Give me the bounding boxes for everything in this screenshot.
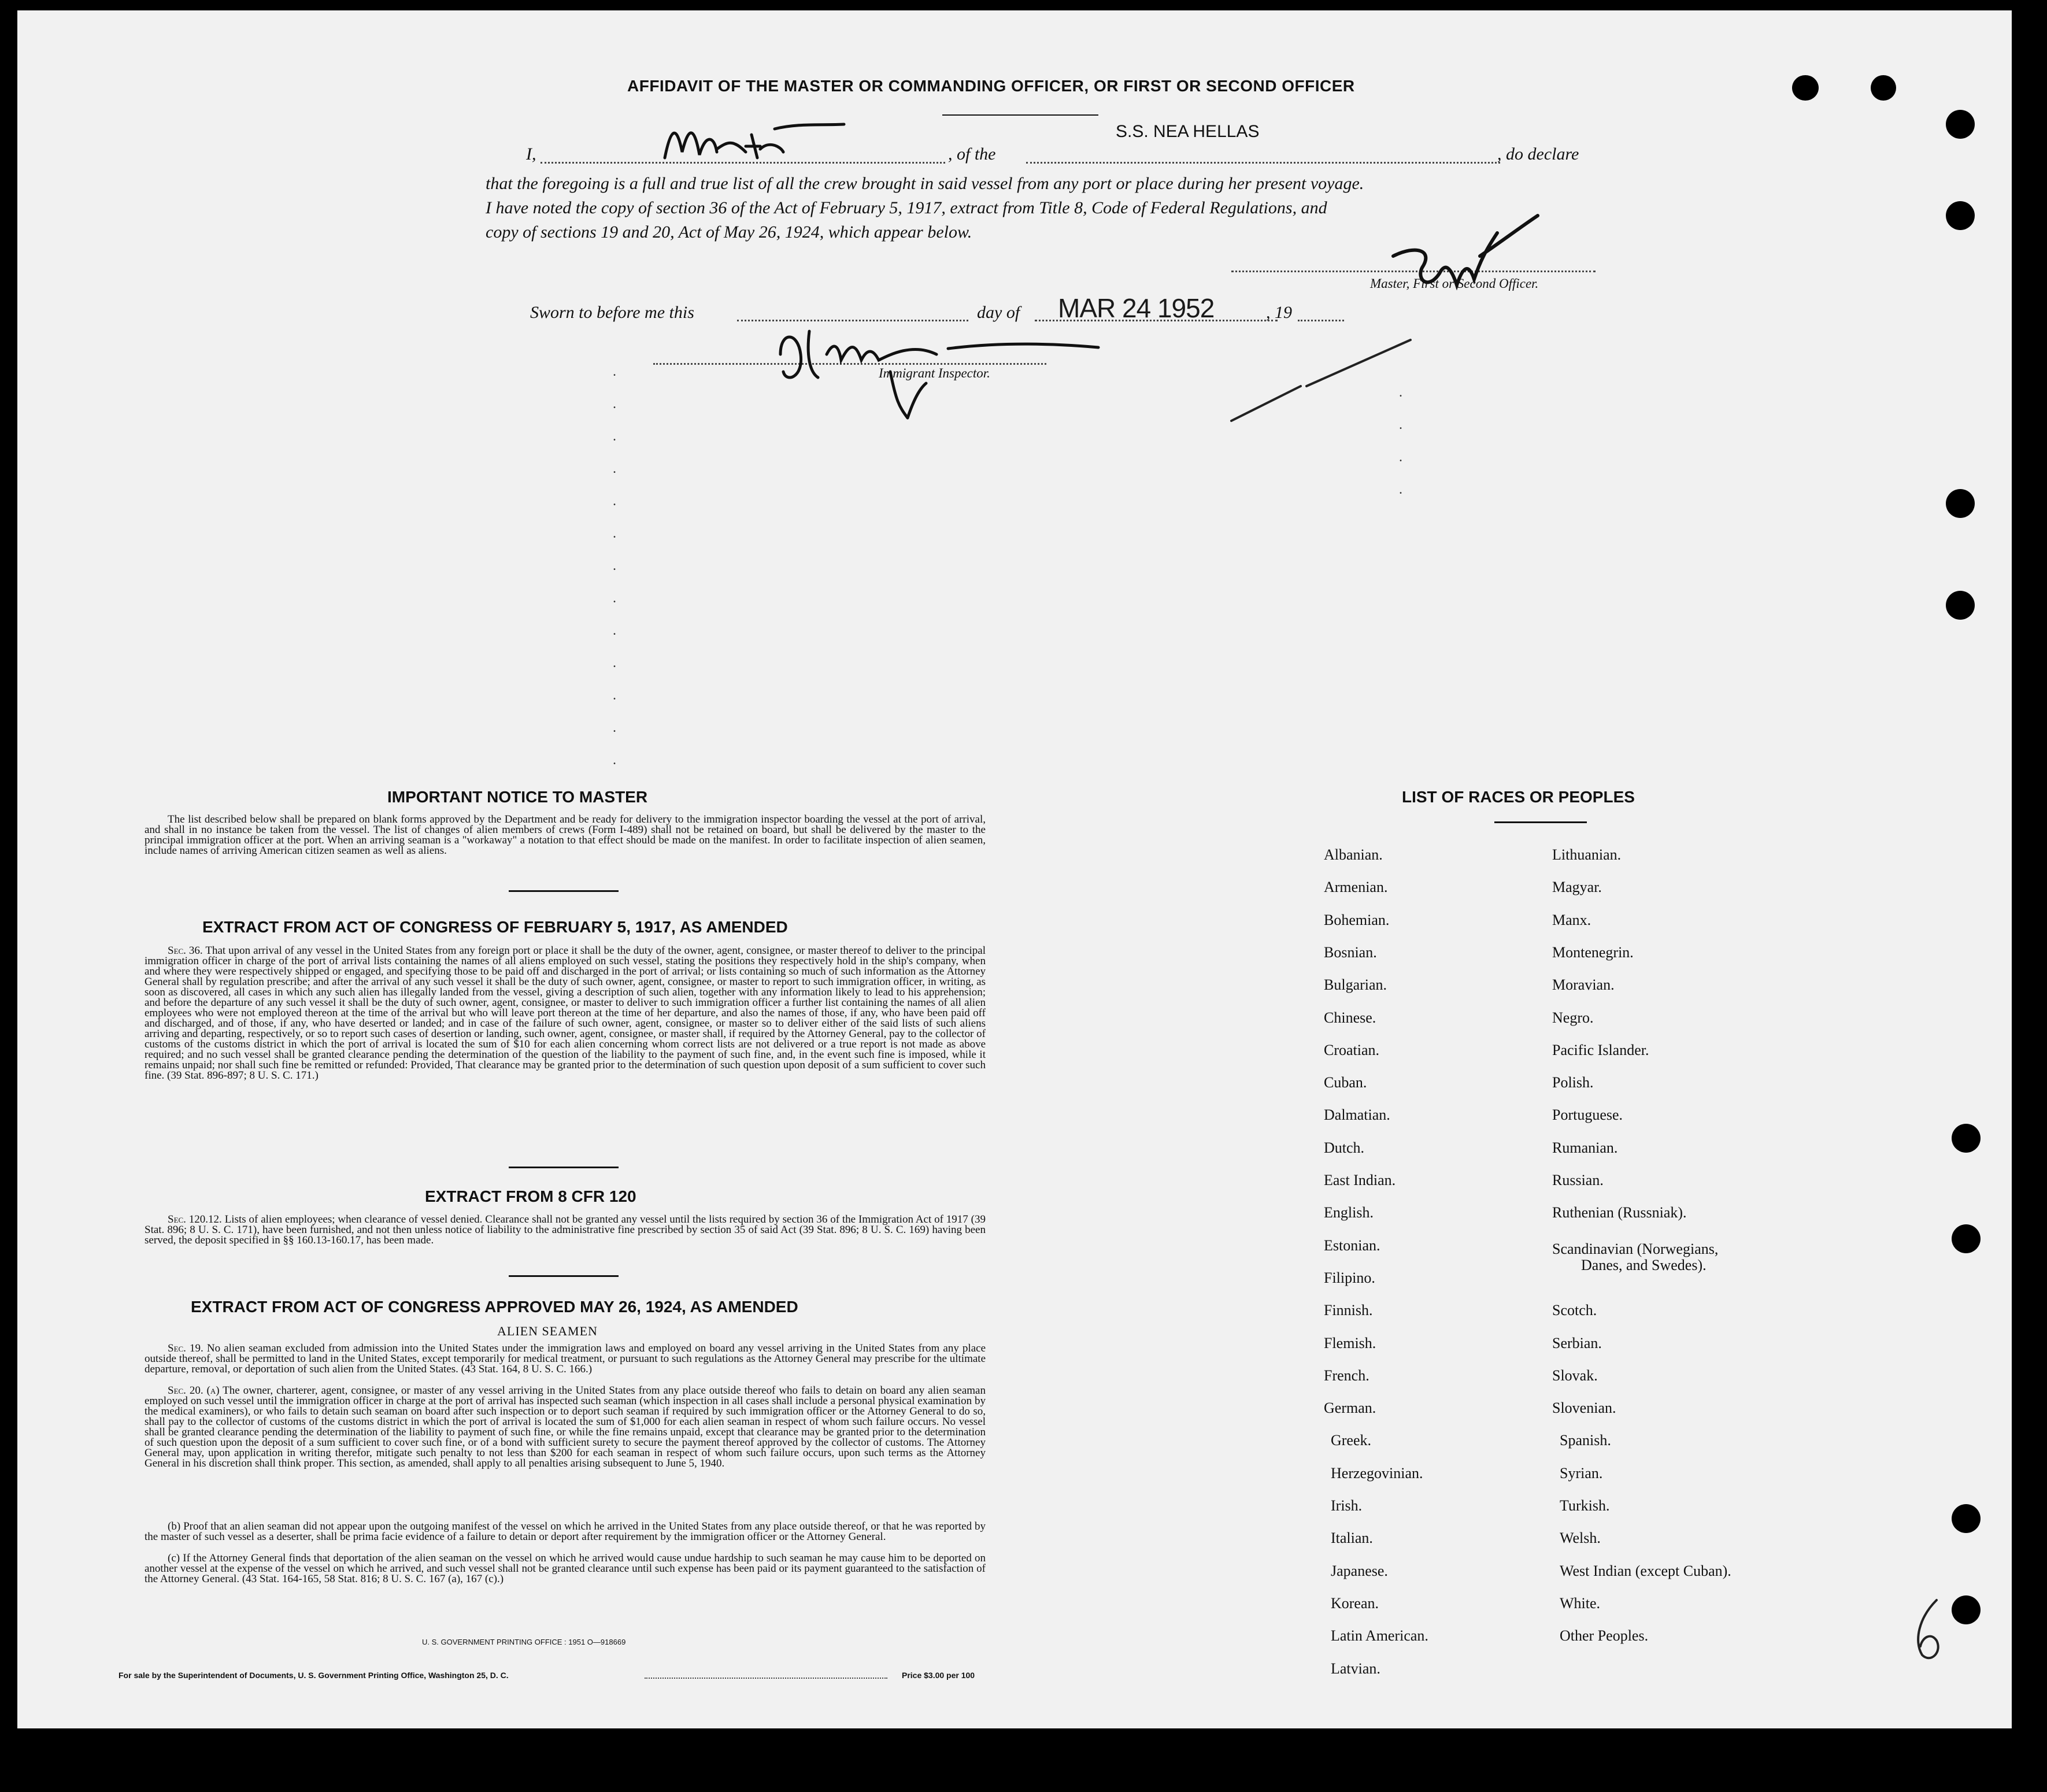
notice-body: The list described below shall be prepared on blank forms approved by the Department and be ready for delivery to the immigration inspector boarding the vessel at the port of arrival, and shall in no instance be taken from the vessel. The list of changes of alien members of crews (Form I-489) shall not be retained on board, but shall be delivered by the master to the principal immigration officer at the port. When an arriving seaman is a "workaway" a notation to that effect should be made on the manifest. In order to facilitate inspection of alien seamen, include names of arriving American citizen seamen as well as aliens. [145, 813, 986, 857]
faint-mark: . [613, 429, 616, 444]
race-item: Bulgarian. [1324, 976, 1387, 993]
faint-mark: . [1399, 417, 1402, 432]
alien-seamen-subtitle: ALIEN SEAMEN [497, 1324, 598, 1338]
race-item: Danes, and Swedes). [1581, 1257, 1707, 1273]
race-item: Scotch. [1552, 1302, 1597, 1319]
race-item: Serbian. [1552, 1335, 1602, 1352]
punch-hole [1792, 75, 1819, 101]
race-item: Cuban. [1324, 1074, 1367, 1091]
race-item: Finnish. [1324, 1302, 1373, 1319]
sec-36-label: Sec. 36. [168, 945, 203, 957]
sec-20b-body [145, 1521, 986, 1542]
vessel-line [1026, 162, 1500, 164]
inspector-handwriting [775, 320, 1133, 427]
race-item: Chinese. [1324, 1009, 1376, 1026]
year-prefix: , 19 [1266, 303, 1292, 322]
race-item: Ruthenian (Russniak). [1552, 1204, 1687, 1221]
race-item: Montenegrin. [1552, 944, 1634, 961]
faint-mark: . [613, 461, 616, 476]
race-item: Croatian. [1324, 1042, 1380, 1058]
race-item: Polish. [1552, 1074, 1594, 1091]
sec-20c-label: (c) [168, 1552, 180, 1564]
race-item: Albanian. [1324, 846, 1383, 863]
race-item: Slovenian. [1552, 1399, 1616, 1416]
faint-mark: . [613, 494, 616, 509]
date-stamp: MAR 24 1952 [1058, 293, 1215, 323]
gpo-imprint: U. S. GOVERNMENT PRINTING OFFICE : 1951 O—918669 [422, 1638, 626, 1646]
affidavit-declare: , do declare [1497, 145, 1579, 164]
race-item: Latin American. [1331, 1627, 1428, 1644]
punch-hole [1946, 591, 1975, 620]
race-item: Negro. [1552, 1009, 1594, 1026]
sec-36-text: That upon arrival of any vessel in the United States from any foreign port or place it shall be the duty of the owner, agent, consignee, or master thereof to deliver to the principal immigration officer in charge of the port of arrival lists containing the names of all aliens employed on such vessel, stating the positions they respectively hold in the ship's company, when and where they were respectively shipped or engaged, and specifying those to be paid off and discharged in the port of arrival; or lists containing so much of such information as the Attorney General shall by regulation prescribe; and after the arrival of any such vessel it shall be the duty of such owner, agent, consignee, or master to report to such immigration officer, in writing, as soon as discovered, all cases in which any such alien has illegally landed from the vessel, giving a description of such alien, together with any information likely to lead to his apprehension; and before the departure of any such vessel it shall be the duty of such owner, agent, consignee, or master to deliver to such immigration officer a further list containing the names of all alien employees who were not employed thereon at the time of the arrival but who will leave port thereon at the time of her departure, and also the names of those, if any, who have been paid off and discharged, and of those, if any, who have deserted or landed; and in case of the failure of such owner, agent, consignee, or master so to deliver either of the said lists of such aliens arriving and departing, respectively, or so to report such cases of desertion or landing, such owner, agent, consignee, or master shall, if required by the Attorney General, pay to the collector of customs of the customs district in which the port of arrival is located the sum of $10 for each alien concerning whom correct lists are not delivered or a true report is not made as above required; and no such vessel shall be granted clearance pending the determination of the question of the liability to the payment of such fine, and, in the event such fine is imposed, while it remains unpaid; nor shall such fine be remitted or refunded: Provided, That clearance may be granted prior to the determination of such question upon deposit of a sum sufficient to cover such fine. (39 Stat. 896-897; 8 U. S. C. 171.) [145, 945, 986, 1082]
race-item: Dutch. [1324, 1139, 1365, 1156]
margin-note-6 [1908, 1594, 1954, 1667]
day-of: day of [977, 303, 1020, 322]
race-item: Bohemian. [1324, 912, 1390, 928]
race-item: Lithuanian. [1552, 846, 1622, 863]
faint-mark: . [613, 688, 616, 703]
race-item: Armenian. [1324, 879, 1388, 895]
footer-sale: For sale by the Superintendent of Documents, U. S. Government Printing Office, Washington 25, D. C. [119, 1671, 509, 1680]
race-item: Herzegovinian. [1331, 1465, 1423, 1482]
notice-title: IMPORTANT NOTICE TO MASTER [387, 788, 648, 806]
sec-20a-body [145, 1386, 986, 1469]
officer-caption: Master, First or Second Officer. [1370, 276, 1539, 291]
punch-hole [1952, 1124, 1981, 1153]
punch-hole [1946, 201, 1975, 230]
master-handwriting [659, 117, 844, 172]
sec-19-label: Sec. 19. [168, 1342, 203, 1354]
sec-20c-body [145, 1553, 986, 1584]
races-title: LIST OF RACES OR PEOPLES [1402, 788, 1635, 806]
affidavit-of-the: , of the [948, 145, 996, 164]
race-item: Italian. [1331, 1530, 1373, 1546]
affidavit-line1-start: I, [526, 145, 536, 164]
punch-hole [1946, 110, 1975, 139]
faint-mark: . [1399, 482, 1402, 497]
race-item: East Indian. [1324, 1172, 1396, 1189]
race-item: Dalmatian. [1324, 1106, 1390, 1123]
pencil-strokes [1226, 334, 1422, 435]
race-item: Syrian. [1560, 1465, 1603, 1482]
race-item: West Indian (except Cuban). [1560, 1563, 1731, 1579]
race-item: Portuguese. [1552, 1106, 1623, 1123]
race-item: French. [1324, 1367, 1369, 1384]
race-item: Flemish. [1324, 1335, 1376, 1352]
punch-hole [1952, 1224, 1981, 1253]
divider [509, 1167, 619, 1168]
faint-mark: . [613, 720, 616, 735]
sec-20c-text: If the Attorney General finds that deportation of the alien seaman on the vessel on which he arrived would cause undue hardship to such seaman he may cause him to be deported on another vessel at the expense of the vessel on which he arrived, and such vessel shall not be granted clearance until such expense has been paid or its payment guaranteed to the satisfaction of the Attorney General. (43 Stat. 164-165, 58 Stat. 816; 8 U. S. C. 167 (a), 167 (c).) [145, 1552, 986, 1585]
title-rule [942, 114, 1098, 116]
faint-mark: . [613, 753, 616, 768]
faint-mark: . [613, 656, 616, 671]
sec-20a-text: The owner, charterer, agent, consignee, or master of any vessel arriving in the United States from any place outside thereof who fails to detain on board any alien seaman employed on such vessel until the immigration officer in charge at the port of arrival has inspected such seaman (which inspection in all cases shall include a personal physical examination by the medical examiners), or who fails to detain such seaman on board after such inspection or to deport such seaman if required by such immigration officer or the Attorney General to do so, shall pay to the collector of customs of the customs district in which the port of arrival is located the sum of $1,000 for each alien seaman in respect of whom such failure occurs. No vessel shall be granted clearance pending the determination of the liability to payment of such fine, or while the fine remains unpaid, except that clearance may be granted prior to the determination of such question upon the deposit of a sum sufficient to cover such fine, or of a bond with sufficient surety to secure the payment thereof approved by the collector of customs. The Attorney General may, upon application in writing therefor, mitigate such penalty to not less than $200 for each seaman in respect of whom such failure occurs, upon such terms as the Attorney General in his discretion shall think proper. This section, as amended, shall apply to all penalties arising subsequent to June 5, 1940. [145, 1384, 986, 1469]
race-item: English. [1324, 1204, 1374, 1221]
extract-1917-body [145, 946, 986, 1081]
race-item: Moravian. [1552, 976, 1615, 993]
extract-1924-title: EXTRACT FROM ACT OF CONGRESS APPROVED MAY 26, 1924, AS AMENDED [191, 1298, 798, 1316]
race-item: Magyar. [1552, 879, 1602, 895]
race-item: Filipino. [1324, 1269, 1375, 1286]
faint-mark: . [613, 558, 616, 573]
inspector-caption: Immigrant Inspector. [879, 366, 990, 380]
year-line [1298, 320, 1344, 321]
officer-handwriting [1382, 210, 1543, 311]
sec-120-text: Lists of alien employees; when clearance of vessel denied. Clearance shall not be granted any vessel until the lists required by section 36 of the Immigration Act of 1917 (39 Stat. 896; 8 U. S. C. 171), have been furnished, and not then unless notice of liability to the administrative fine prescribed by section 35 of said Act (39 Stat. 896; 8 U. S. C. 169) having been served, the deposit specified in §§ 160.13-160.17, has been made. [145, 1213, 986, 1246]
affidavit-line2: that the foregoing is a full and true list of all the crew brought in said vessel from any port or place during her present voyage. [486, 174, 1364, 193]
footer-price: Price $3.00 per 100 [902, 1671, 975, 1680]
race-item: Greek. [1331, 1432, 1372, 1449]
race-item: German. [1324, 1399, 1376, 1416]
sec-20b-label: (b) [168, 1520, 181, 1532]
sec-20b-text: Proof that an alien seaman did not appear upon the outgoing manifest of the vessel on which he arrived in the United States from any place outside thereof, or that he was reported by the master of such vessel as a deserter, shall be prima facie evidence of a failure to detain or deport after requirement by the immigration officer or the Attorney General. [145, 1520, 986, 1543]
faint-mark: . [613, 397, 616, 412]
faint-mark: . [613, 591, 616, 606]
sec-19-body [145, 1343, 986, 1375]
sec-120-label: Sec. 120.12. [168, 1213, 222, 1225]
race-item: Bosnian. [1324, 944, 1377, 961]
vessel-name: S.S. NEA HELLAS [1116, 122, 1260, 141]
races-rule [1494, 821, 1587, 823]
sec-20a-label: Sec. 20. (a) [168, 1384, 220, 1397]
race-item: Russian. [1552, 1172, 1604, 1189]
punch-hole [1946, 489, 1975, 518]
race-item: Korean. [1331, 1595, 1379, 1612]
faint-mark: . [613, 526, 616, 541]
race-item: Other Peoples. [1560, 1627, 1649, 1644]
race-item: Scandinavian (Norwegians, [1552, 1241, 1719, 1257]
punch-hole [1871, 75, 1896, 101]
punch-hole [1952, 1595, 1981, 1624]
race-item: Spanish. [1560, 1432, 1611, 1449]
extract-1917-title: EXTRACT FROM ACT OF CONGRESS OF FEBRUARY 5, 1917, AS AMENDED [202, 918, 788, 936]
faint-mark: . [1399, 385, 1402, 400]
divider [509, 1275, 619, 1277]
sec-19-text: No alien seaman excluded from admission into the United States under the immigration laws and employed on board any vessel arriving in the United States from any place outside thereof, shall be permitted to land in the United States, except temporarily for medical treatment, or pursuant to such regulations as the Attorney General may prescribe for the ultimate departure, removal, or deportation of such alien from the United States. (43 Stat. 164, 8 U. S. C. 166.) [145, 1342, 986, 1375]
race-item: Turkish. [1560, 1497, 1610, 1514]
race-item: Pacific Islander. [1552, 1042, 1649, 1058]
race-item: White. [1560, 1595, 1601, 1612]
race-item: Manx. [1552, 912, 1591, 928]
extract-cfr-body [145, 1215, 986, 1246]
affidavit-line4: copy of sections 19 and 20, Act of May 26, 1924, which appear below. [486, 223, 972, 242]
race-item: Latvian. [1331, 1660, 1380, 1677]
extract-cfr-title: EXTRACT FROM 8 CFR 120 [425, 1187, 636, 1205]
race-item: Japanese. [1331, 1563, 1388, 1579]
race-item: Welsh. [1560, 1530, 1601, 1546]
race-item: Estonian. [1324, 1237, 1380, 1254]
faint-mark: . [613, 623, 616, 638]
affidavit-line3: I have noted the copy of section 36 of the Act of February 5, 1917, extract from Title 8, Code of Federal Regulations, and [486, 198, 1327, 217]
affidavit-title: AFFIDAVIT OF THE MASTER OR COMMANDING OFFICER, OR FIRST OR SECOND OFFICER [627, 77, 1355, 95]
race-item: Rumanian. [1552, 1139, 1618, 1156]
footer-leader [645, 1678, 887, 1679]
race-item: Slovak. [1552, 1367, 1598, 1384]
divider [509, 890, 619, 892]
punch-hole [1952, 1504, 1981, 1533]
form-sheet [17, 10, 2012, 1728]
faint-mark: . [1399, 450, 1402, 465]
sworn-prefix: Sworn to before me this [530, 303, 694, 322]
race-item: Irish. [1331, 1497, 1363, 1514]
faint-mark: . [613, 364, 616, 379]
